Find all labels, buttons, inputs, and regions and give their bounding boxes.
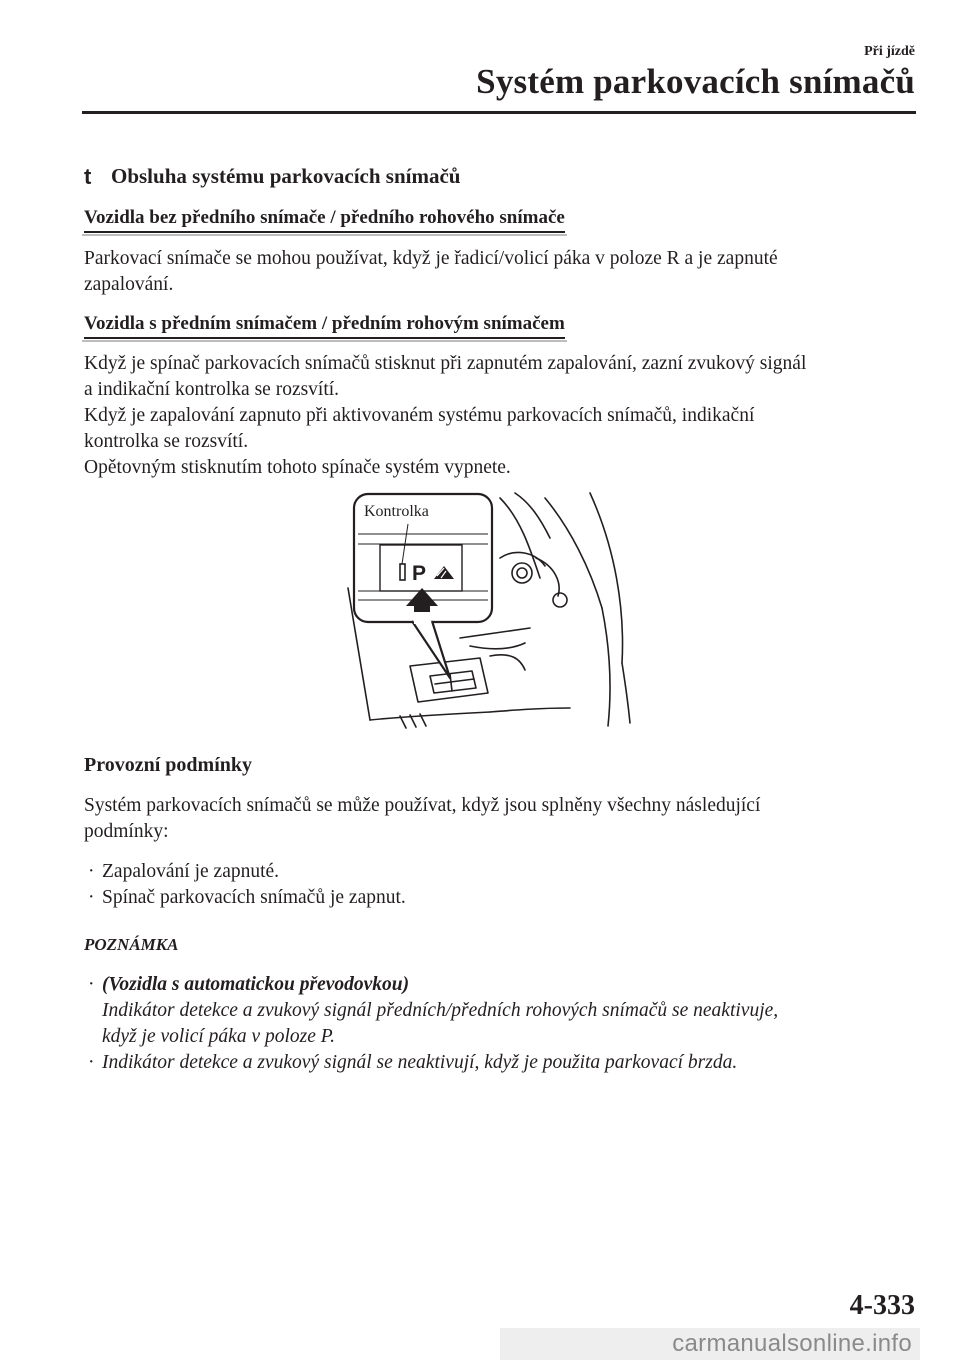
note-item xyxy=(88,972,778,1050)
page-title: Systém parkovacích snímačů xyxy=(476,62,915,101)
text-line: podmínky: xyxy=(84,821,169,842)
running-header-section: Při jízdě xyxy=(864,44,915,59)
subsection-title-with-front-sensor: Vozidla s předním snímačem / předním rohovým snímačem xyxy=(84,313,565,339)
paragraph-with-front-sensor xyxy=(84,351,924,481)
bullet-text: Zapalování je zapnuté. xyxy=(102,861,280,882)
watermark-banner[interactable] xyxy=(500,1328,920,1360)
text-line: Opětovným stisknutím tohoto spínače systém vypnete. xyxy=(84,457,511,478)
bullet-text: Spínač parkovacích snímačů je zapnut. xyxy=(102,887,406,908)
note-item xyxy=(88,1050,737,1076)
conditions-paragraph xyxy=(84,793,924,845)
subsection-title-no-front-sensor: Vozidla bez předního snímače / předního rohového snímače xyxy=(84,207,565,233)
text-line: když je volicí páka v poloze P. xyxy=(102,1026,336,1047)
page-number: 4-333 xyxy=(849,1290,915,1321)
bullet-dot: · xyxy=(88,861,95,882)
bullet-dot: · xyxy=(88,887,95,908)
section-marker: t xyxy=(84,164,92,189)
text-line: Indikátor detekce a zvukový signál se neaktivují, když je použita parkovací brzda. xyxy=(102,1052,738,1073)
bullet-dot: · xyxy=(88,1052,95,1073)
text-line: Když je zapalování zapnuto při aktivovaném systému parkovacích snímačů, indikační xyxy=(84,405,755,426)
text-line: zapalování. xyxy=(84,274,174,295)
text-line: Parkovací snímače se mohou používat, když je řadicí/volicí páka v poloze R a je zapnuté xyxy=(84,248,778,269)
paragraph-no-front-sensor xyxy=(84,246,924,298)
callout-label-kontrolka: Kontrolka xyxy=(364,503,429,520)
header-divider xyxy=(82,111,916,114)
parking-sensor-switch-illustration xyxy=(340,488,940,733)
text-line: Systém parkovacích snímačů se může používat, když jsou splněny všechny následující xyxy=(84,795,761,816)
bullet-dot: · xyxy=(88,974,95,995)
dashboard-drawing xyxy=(340,488,940,733)
watermark-link[interactable]: carmanualsonline.info xyxy=(672,1330,912,1357)
section-heading: Obsluha systému parkovacích snímačů xyxy=(111,164,461,188)
callout-pointer xyxy=(412,621,450,678)
conditions-heading: Provozní podmínky xyxy=(84,754,252,776)
text-line: kontrolka se rozsvítí. xyxy=(84,431,249,452)
bullet-item xyxy=(88,859,279,885)
note-title: POZNÁMKA xyxy=(84,935,179,954)
parking-p-symbol: P xyxy=(412,562,427,585)
note-item-heading: (Vozidla s automatickou převodovkou) xyxy=(102,974,410,995)
bullet-item xyxy=(88,885,406,911)
text-line: Když je spínač parkovacích snímačů stisknut při zapnutém zapalování, zazní zvukový signál xyxy=(84,353,807,374)
text-line: Indikátor detekce a zvukový signál předních/předních rohových snímačů se neaktivuje, xyxy=(102,1000,779,1021)
indicator-light-icon xyxy=(400,564,405,580)
text-line: a indikační kontrolka se rozsvítí. xyxy=(84,379,340,400)
